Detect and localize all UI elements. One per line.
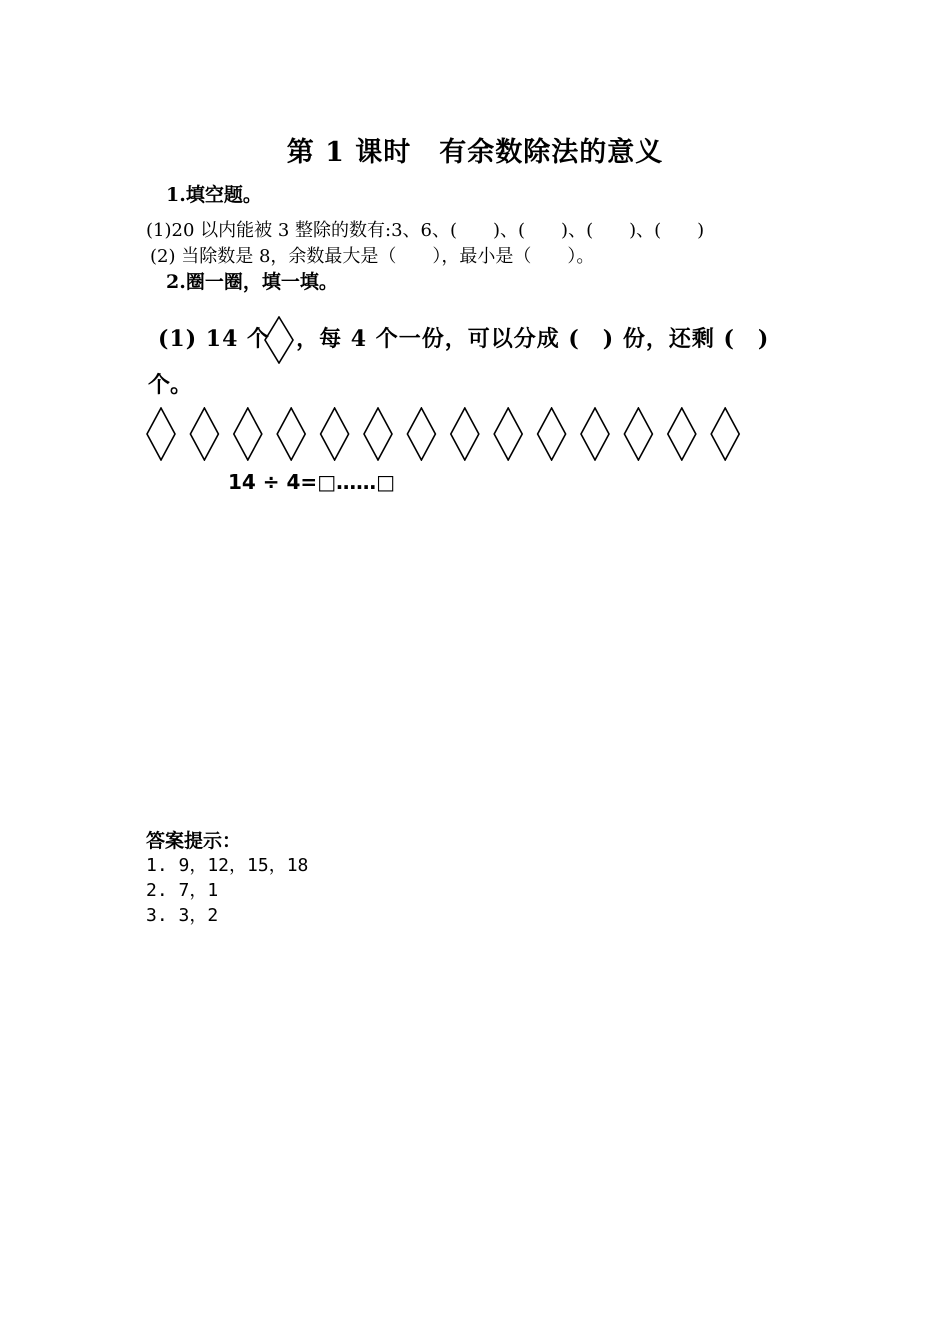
circle-question-line	[158, 316, 769, 364]
diamond-icon	[581, 408, 609, 460]
diamond-icon	[494, 408, 522, 460]
answer-line: 2. 7，1	[146, 880, 219, 901]
diamond-icon	[277, 408, 305, 460]
diamond-icon	[264, 316, 294, 364]
answer-line: 3. 3，2	[146, 905, 219, 926]
answer-line: 1. 9，12，15，18	[146, 855, 309, 876]
diamond-icon	[321, 408, 349, 460]
diamond-icon	[538, 408, 566, 460]
diamond-icon	[668, 408, 696, 460]
question-1-2: (2) 当除数是 8，余数最大是（ ），最小是（ ）。	[150, 246, 595, 267]
diamond-row	[146, 407, 756, 461]
circle-question-start: (1) 14 个	[158, 326, 271, 352]
diamond-icon	[364, 408, 392, 460]
diamond-icon	[147, 408, 175, 460]
diamond-icon	[190, 408, 218, 460]
diamond-icon	[711, 408, 739, 460]
diamond-icon	[407, 408, 435, 460]
page-title: 第 1 课时 有余数除法的意义	[286, 137, 664, 168]
section-1-heading: 1.填空题。	[166, 184, 262, 206]
circle-question-end: ，每 4 个一份，可以分成 ( ) 份，还剩 ( )	[296, 326, 770, 352]
diamond-icon	[234, 408, 262, 460]
division-equation: 14 ÷ 4=□……□	[228, 470, 395, 494]
diamond-icon	[451, 408, 479, 460]
section-2-heading: 2.圈一圈，填一填。	[166, 271, 338, 293]
diamond-icon	[624, 408, 652, 460]
answers-heading: 答案提示：	[146, 830, 242, 852]
circle-question-continued: 个。	[148, 372, 193, 398]
question-1-1: (1)20 以内能被 3 整除的数有:3、6、( )、( )、( )、( )	[146, 220, 705, 241]
